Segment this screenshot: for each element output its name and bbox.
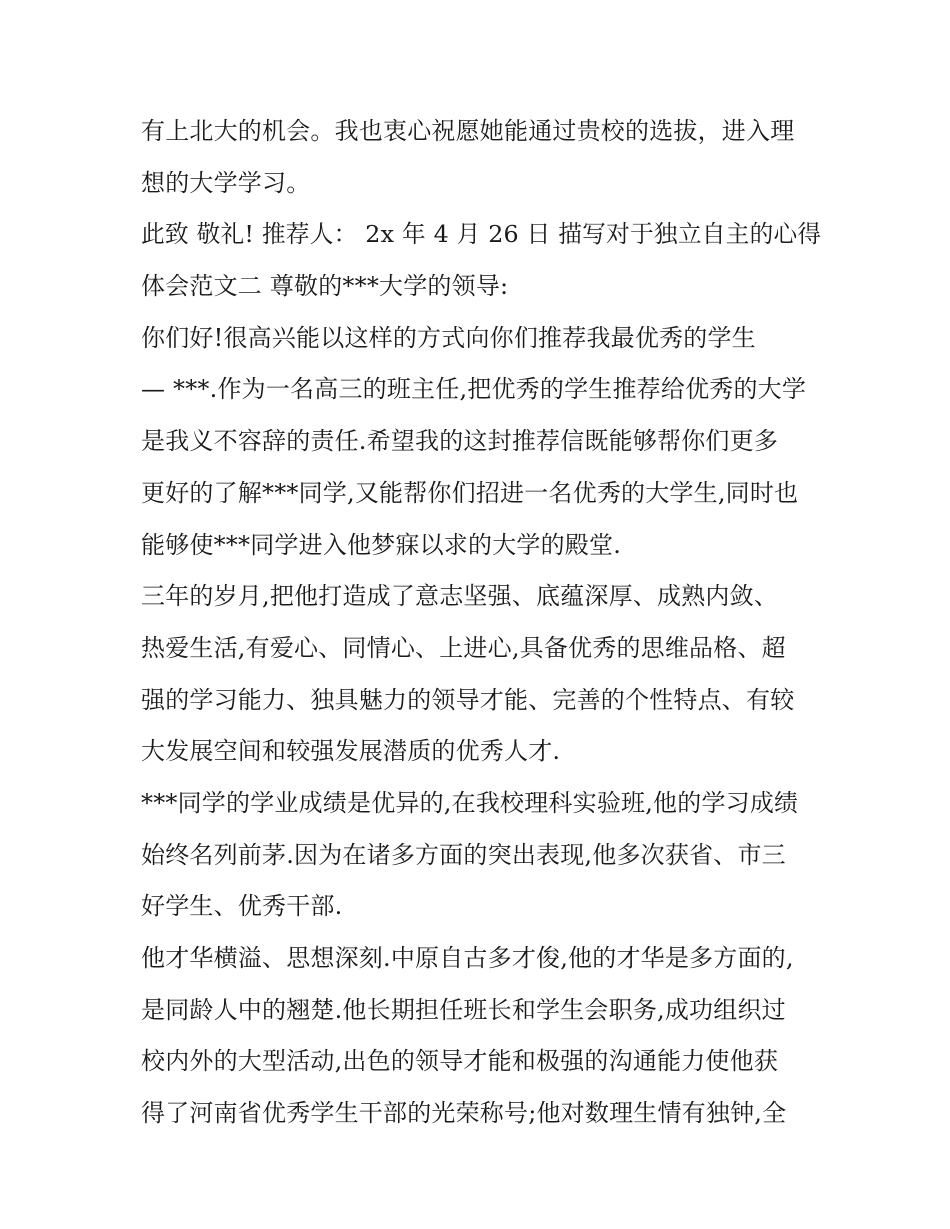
- text-line: 他才华横溢、思想深刻.中原自古多才俊,他的才华是多方面的,: [141, 944, 794, 972]
- text-line: 三年的岁月,把他打造成了意志坚强、底蕴深厚、成熟内敛、: [141, 582, 779, 611]
- text-line: 此致 敬礼! 推荐人： 2x 年 4 月 26 日 描写对于独立自主的心得: [141, 220, 822, 249]
- text-line: 校内外的大型活动,出色的领导才能和极强的沟通能力使他获: [141, 1047, 779, 1076]
- text-line: 好学生、优秀干部.: [141, 892, 343, 921]
- text-line: 始终名列前茅.因为在诸多方面的突出表现,他多次获省、市三: [141, 840, 786, 869]
- text-line: ***同学的学业成绩是优异的,在我校理科实验班,他的学习成绩: [141, 788, 799, 817]
- text-line: 有上北大的机会。我也衷心祝愿她能通过贵校的选拔，进入理: [141, 117, 795, 145]
- text-line: 更好的了解***同学,又能帮你们招进一名优秀的大学生,同时也: [141, 478, 799, 507]
- text-line: 体会范文二 尊敬的***大学的领导:: [141, 272, 509, 301]
- text-line: 你们好!很高兴能以这样的方式向你们推荐我最优秀的学生: [141, 323, 756, 352]
- text-line: 大发展空间和较强发展潜质的优秀人才.: [141, 737, 561, 766]
- text-line: 得了河南省优秀学生干部的光荣称号;他对数理生情有独钟,全: [141, 1099, 787, 1128]
- letter-body: [141, 106, 821, 1140]
- text-line: 想的大学学习。: [141, 168, 311, 197]
- text-line: 是同龄人中的翘楚.他长期担任班长和学生会职务,成功组织过: [141, 995, 786, 1024]
- text-line: 强的学习能力、独具魅力的领导才能、完善的个性特点、有较: [141, 685, 795, 714]
- text-line: 热爱生活,有爱心、同情心、上进心,具备优秀的思维品格、超: [141, 633, 786, 662]
- text-line: 是我义不容辞的责任.希望我的这封推荐信既能够帮你们更多: [141, 427, 779, 456]
- text-line: — ***.作为一名高三的班主任,把优秀的学生推荐给优秀的大学: [141, 375, 807, 404]
- text-line: 能够使***同学进入他梦寐以求的大学的殿堂.: [141, 530, 622, 559]
